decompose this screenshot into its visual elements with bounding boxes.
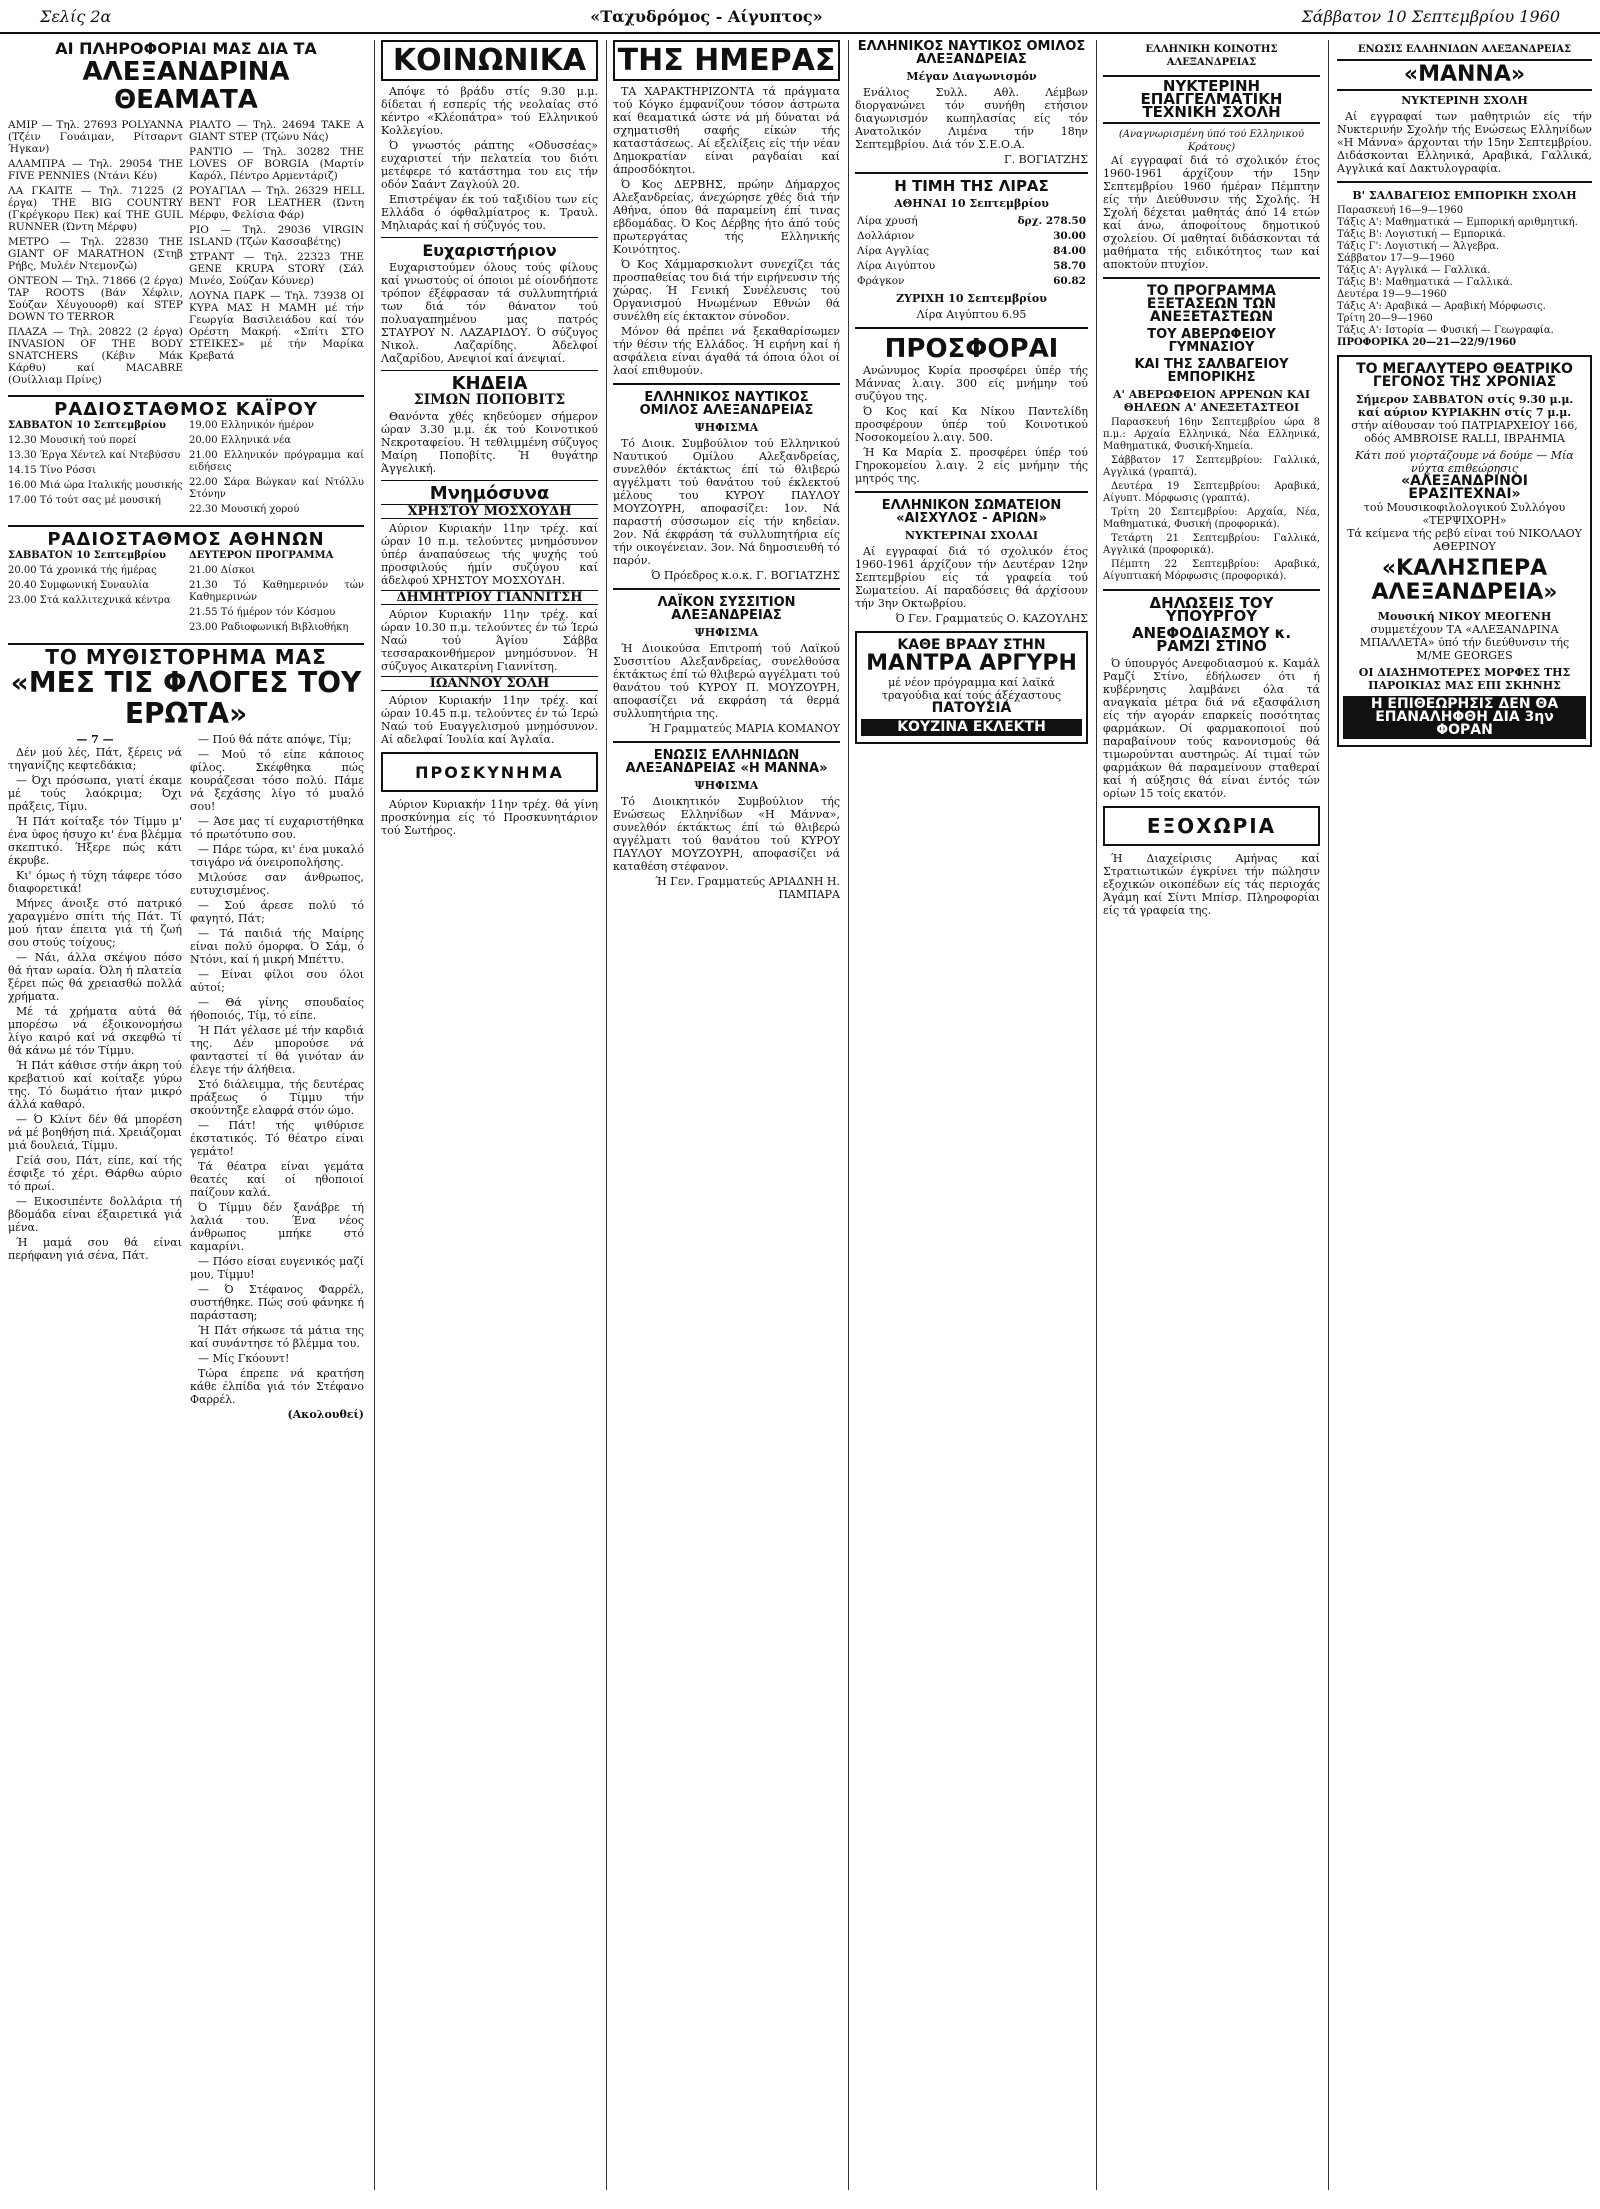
rate-label: Φράγκον [857, 275, 905, 287]
exam-line: Τετάρτη 21 Σεπτεμβρίου: Γαλλικά, Αγγλικά (προφορικά). [1103, 533, 1320, 556]
memorial-name: ΔΗΜΗΤΡΙΟΥ ΓΙΑΝΝΙΤΣΗ [381, 590, 598, 605]
cinema-entry: ΛΑ ΓΚΑΙΤΕ — Τηλ. 71225 (2 έργα) THE BIG COUNTRY (Γκρέγκορυ Πεκ) καί THE GUIL RUNNER (Ώντη Μέρφυ) [8, 184, 183, 233]
rate-value: 58.70 [1053, 260, 1086, 272]
cinema-entry: ΡΟΥΑΓΙΑΛ — Τηλ. 26329 HELL BENT FOR LEATHER (Ώντη Μέρφυ, Φελίσια Φάρ) [189, 184, 364, 221]
day-title: ΤΗΣ ΗΜΕΡΑΣ [613, 40, 840, 81]
funeral-text: Θανόντα χθές κηδεύομεν σήμερον ώραν 3.30 μ.μ. έκ τού Κοινοτικού Νεκροταφείου. Ή τεθλιμμένη σύζυγος Μαίρη Ποποβίτς. Ή θυγάτηρ Άγγελική. [381, 410, 598, 475]
novel-paragraph: — Τά παιδιά τής Μαίρης είναι πολύ όμορφα. Ό Σάμ, ό Ντόνι, καί ή μικρή Μπέττυ. [190, 927, 364, 967]
statement-title: ΔΗΛΩΣΕΙΣ ΤΟΥ ΥΠΟΥΡΓΟΥ [1149, 594, 1274, 625]
novel-paragraph: Μήνες άνοιξε στό πατρικό χαραγμένο σπίτι τής Πάτ. Τί μού ήταν έπειτα γιά τή ζωή σου στούς τοίχους; [8, 897, 182, 950]
mandra-text: μέ νέον πρόγραμμα καί λαϊκά τραγούδια καί τούς άξέχαστους [881, 675, 1062, 702]
offer-item: Ή Κα Μαρία Σ. προσφέρει ύπέρ τού Γηροκομείου λ.αιγ. 2 είς μνήμην τής μητρός της. [855, 445, 1088, 485]
novel-paragraph: — Σού άρεσε πολύ τό φαγητό, Πάτ; [190, 899, 364, 926]
lira-sub: ΑΘΗΝΑΙ 10 Σεπτεμβρίου [894, 197, 1049, 210]
rate-label: Λίρα Αιγύπτου [857, 260, 936, 272]
radio-cairo-program [8, 420, 364, 519]
exams-title: ΤΟ ΠΡΟΓΡΑΜΜΑ ΕΞΕΤΑΣΕΩΝ ΤΩΝ ΑΝΕΞΕΤΑΣΤΕΩΝ [1146, 283, 1277, 325]
table-row [855, 259, 1088, 274]
school-manna-sub: ΝΥΚΤΕΡΙΝΗ ΣΧΟΛΗ [1401, 94, 1528, 108]
issue-date: Σάββατον 10 Σεπτεμβρίου 1960 [1301, 6, 1560, 26]
masthead [0, 0, 1600, 34]
radio-line: 20.00 Τά χρονικά τής ήμέρας [8, 564, 157, 576]
statement-title-2: ΑΝΕΦΟΔΙΑΣΜΟΥ κ. ΡΑΜΖΙ ΣΤΙΝΟ [1131, 624, 1292, 655]
paper-name: «Ταχυδρόμος - Αίγυπτος» [590, 6, 823, 26]
novel-label: ΤΟ ΜΥΘΙΣΤΟΡΗΜΑ ΜΑΣ [45, 644, 327, 669]
radio-line: 12.30 Μουσική τού πορεί [8, 434, 137, 446]
exam-line: Τάξις Α': Μαθηματικά — Εμπορική αριθμητική. [1337, 217, 1578, 229]
radio-line: ΔΕΥΤΕΡΟΝ ΠΡΟΓΡΑΜΜΑ [189, 549, 334, 561]
radio-line: ΣΑΒΒΑΤΟΝ 10 Σεπτεμβρίου [8, 549, 166, 561]
manna-union-sign: Ή Γεν. Γραμματεύς ΑΡΙΑΔΝΗ Η. ΠΑΜΠΑΡΑ [655, 875, 840, 901]
exam-line: Τάξις Β': Λογιστική — Εμπορικά. [1337, 229, 1506, 241]
cinema-entry: ΑΛΑΜΠΡΑ — Τηλ. 29054 THE FIVE PENNIES (Ντάνι Κέυ) [8, 157, 183, 182]
school-night-text: Αί εγγραφαί διά τό σχολικόν έτος 1960-1961 άρχίζουν τήν 15ην Σεπτεμβρίου 1960 ήμέραν Πέμπτην είς τήν Διεύθυνσιν τής Σχολής. Ή Σχολή δέχεται μαθητάς άπό 14 ετών καί άνω, άποφοίτους δημοτικού σχολείου. Οί μαθηταί διδάσκονται τά μαθήματα τής ειδικότητος των καί αποκτούν πτυχίον. [1103, 154, 1320, 271]
exams-right-head: Β' ΣΑΛΒΑΓΕΙΟΣ ΕΜΠΟΡΙΚΗ ΣΧΟΛΗ [1352, 189, 1577, 203]
exams-title-3: ΚΑΙ ΤΗΣ ΣΑΛΒΑΓΕΙΟΥ ΕΜΠΟΡΙΚΗΣ [1134, 357, 1289, 385]
day-paragraph: Μόνον θά πρέπει νά ξεκαθαρίσωμεν τήν θέσιν τής Ελλάδος. Ή ειρήνη καί ή ασφάλεια είναι άγαθά τά όποια όλοι οί λαοί επιθυμούν. [613, 325, 840, 377]
cinema-entry: ΠΛΑΖΑ — Τηλ. 20822 (2 έργα) INVASION OF THE BODY SNATCHERS (Κέβιν Μάκ Κάρθυ) καί MACABRE (Ουίλλιαμ Πρίνς) [8, 325, 183, 386]
naval-club-text: Τό Διοικ. Συμβούλιον τού Ελληνικού Ναυτικού Ομίλου Αλεξανδρείας, συνελθόν έκτάκτως έπί τώ θλιβερώ αγγέλματι τού θανάτου τού έκλεκτού μέλους του ΚΥΡΟΥ ΠΑΥΛΟΥ ΜΟΥΖΟΥΡΗ, αποφασίζει: 1ον. Νά παραστή σύσσωμον είς τήν κηδείαν. 2ον. Νά έκφράση τά συλλυπητήρια είς τήν οικογένειαν. 3ον. Νά δημοσιευθή τό παρόν. [613, 437, 840, 567]
novel-paragraph: Ή Πάτ κοίταξε τόν Τίμμυ μ' ένα ύφος ήσυχο κι' ένα βλέμμα σκεπτικό. Ήξερε πώς κάτι έκρυβε. [8, 815, 182, 868]
exam-line: Τάξις Α': Ιστορία — Φυσική — Γεωγραφία. [1337, 325, 1554, 337]
cinema-entry: ΛΟΥΝΑ ΠΑΡΚ — Τηλ. 73938 ΟΙ ΚΥΡΑ ΜΑΣ Η ΜΑΜΗ μέ τήν Γεωργία Βασιλειάδου καί τόν Ορέστη Μακρή. «Σπίτι ΣΤΟ ΣΤΕΙΚΕΣ» μέ τήν Μαρίκα Κρεβατά [189, 289, 364, 362]
novel-paragraph: Τώρα έπρεπε νά κρατήση κάθε έλπίδα γιά τόν Στέφανο Φαρρέλ. [190, 1367, 364, 1407]
theatre-cast: συμμετέχουν ΤΑ «ΑΛΕΞΑΝΔΡΙΝΑ ΜΠΑΛΛΕΤΑ» ύπό τήν διεύθυνσιν τής M/ME GEORGES [1359, 622, 1570, 662]
day-paragraph: Ό Κος Χάμμαρσκιολντ συνεχίζει τάς προσπαθείας του διά τήν ειρήνευσιν τής χώρας. Ή Γενική Συνέλευσις τού Οργανισμού Ηνωμένων Εθνών θά συνέλθη είς έκτακτον σύνοδον. [613, 258, 840, 323]
mandra-kitchen: ΚΟΥΖΙΝΑ ΕΚΛΕΚΤΗ [861, 719, 1082, 736]
entertainment-title: ΑΙ ΠΛΗΡΟΦΟΡΙΑΙ ΜΑΣ ΔΙΑ ΤΑ [55, 40, 317, 58]
rate-value: δρχ. 278.50 [1017, 215, 1086, 227]
school-manna-title: «ΜΑΝΝΑ» [1337, 59, 1592, 91]
exam-line: Παρασκευή 16—9—1960 [1337, 205, 1464, 217]
cinema-entry: ΣΤΡΑΝΤ — Τηλ. 22323 THE GENE KRUPA STORY (Σάλ Μινέο, Σούζαν Κόυνερ) [189, 250, 364, 287]
theatre-when: Σήμερον ΣΑΒΒΑΤΟΝ στίς 9.30 μ.μ. καί αύριον ΚΥΡΙΑΚΗΝ στίς 7 μ.μ. [1355, 393, 1574, 420]
divider [613, 588, 840, 590]
theatre-tail: ΟΙ ΔΙΑΣΗΜΟΤΕΡΕΣ ΜΟΡΦΕΣ ΤΗΣ ΠΑΡΟΙΚΙΑΣ ΜΑΣ ΕΠΙ ΣΚΗΝΗΣ [1358, 665, 1571, 692]
novel-paragraph: Τά θέατρα είναι γεμάτα θεατές καί οί ηθοποιοί παίζουν καλά. [190, 1160, 364, 1200]
exams-right-list [1337, 205, 1592, 349]
novel-paragraph: Γείά σου, Πάτ, είπε, καί τής έσφιξε τό χέρι. Θάρθω αύριο τό πρωί. [8, 1154, 182, 1194]
manna-union-title: ΕΝΩΣΙΣ ΕΛΛΗΝΙΔΩΝ ΑΛΕΞΑΝΔΡΕΙΑΣ «Η ΜΑΝΝΑ» [625, 748, 828, 776]
statement-text: Ό ύπουργός Ανεφοδιασμού κ. Καμάλ Ραμζί Στίνο, έδήλωσεν ότι ή κυβέρνησις λαμβάνει όλα τά αναγκαία μέτρα διά νά εξασφάλιση είς τήν αγοράν επαρκείς ποσότητας φαρμάκων. Οί φαρμακοποιοί πού παραβαίνουν τούς κανονισμούς θά τιμωρούνται αυστηρώς. Αί τιμαί τών φαρμάκων θά παραμείνουν σταθεραί καί ή αύξησις θά είναι έντός τών ορίων 15 τοίς εκατόν. [1103, 657, 1320, 800]
exam-line: Τρίτη 20 Σεπτεμβρίου: Αρχαία, Νέα, Μαθηματικά, Φυσική (προφορικά). [1103, 507, 1320, 530]
novel-paragraph: — Άσε μας τί ευχαριστήθηκα τό πρωτότυπο σου. [190, 815, 364, 842]
column-social [374, 40, 604, 2190]
theatre-music: Μουσική ΝΙΚΟΥ ΜΕΟΓΕΝΗ [1377, 609, 1552, 623]
theatre-ad [1337, 355, 1592, 746]
offer-item: Ό Κος καί Κα Νίκου Παντελίδη προσφέρουν ύπέρ τού Κοινοτικού Νοσοκομείου λ.αιγ. 500. [855, 404, 1088, 444]
offers-title: ΠΡΟΣΦΟΡΑΙ [884, 334, 1059, 364]
divider [381, 237, 598, 238]
memorial-text: Αύριον Κυριακήν 11ην τρέχ. καί ώραν 10.30 π.μ. τελούντες έν τώ Ίερώ Ναώ τού Άγίου Σάββα τεσσαρακονθήμερον μνημόσυνον. Ή σύζυγος Αικατερίνη Γιαννίτση. [381, 608, 598, 673]
lunch-club-text: Ή Διοικούσα Επιτροπή τού Λαϊκού Συσσιτίου Αλεξανδρείας, συνελθούσα έκτάκτως έπί τώ θλιβερώ αγγέλματι τού θανάτου τού ΚΥΡΟΥ Π. ΜΟΥΖΟΥΡΗ, αποφασίζει νά εκφράση τά θερμά συλλυπητήρια της. [613, 642, 840, 720]
novel-paragraph: Κι' όμως ή τύχη τάφερε τόσο διαφορετικά! [8, 869, 182, 896]
lunch-club-sign: Ή Γραμματεύς ΜΑΡΙΑ ΚΟΜΑΝΟΥ [648, 722, 840, 735]
radio-line: 20.40 Συμφωνική Συναυλία [8, 579, 150, 591]
column-notices [848, 40, 1094, 2190]
page-number: Σελίς 2α [40, 6, 112, 26]
novel-paragraph: — Ό Στέφανος Φαρρέλ, συστήθηκε. Πώς σού φάνηκε ή παράσταση; [190, 1283, 364, 1323]
divider [855, 172, 1088, 174]
radio-line: 16.00 Μιά ώρα Ιταλικής μουσικής [8, 479, 183, 491]
exams-left-list [1103, 417, 1320, 583]
radio-line: 21.00 Ελληνικόν πρόγραμμα καί ειδήσεις [189, 449, 364, 473]
divider [613, 383, 840, 385]
school-night-header: ΕΛΛΗΝΙΚΗ ΚΟΙΝΟΤΗΣ ΑΛΕΞΑΝΔΡΕΙΑΣ [1145, 44, 1278, 68]
divider [613, 741, 840, 743]
radio-line: 21.30 Τό Καθημερινόν τών Καθημερινών [189, 579, 364, 603]
radio-line: 23.00 Ραδιοφωνική Βιβλιοθήκη [189, 621, 349, 633]
naval-club-sub: ΨΗΦΙΣΜΑ [694, 421, 759, 434]
novel-paragraph: — Όχι πρόσωπα, γιατί έκαμε μέ τούς λαόκριμα; Όχι πράξεις, Τίμυ. [8, 774, 182, 814]
school-manna-text: Αί εγγραφαί των μαθητριών είς τήν Νυκτερινήν Σχολήν τής Ενώσεως Ελληνίδων «Η Μάννα» άρχονται τήν 15ην Σεπτεμβρίου. Διδάσκονται Ελληνικά, Αραβικά, Γαλλικά, Αγγλικά καί Δακτυλογραφία. [1337, 110, 1592, 176]
school-night-sub: (Αναγνωρισμένη ύπό τού Ελληνικού Κράτους) [1118, 129, 1305, 153]
novel-paragraph: — Πού θά πάτε απόψε, Τίμ; [198, 733, 352, 747]
radio-line: ΣΑΒΒΑΤΟΝ 10 Σεπτεμβρίου [8, 419, 166, 431]
thanks-text: Ευχαριστούμεν όλους τούς φίλους καί γνωστούς οί όποιοι μέ οίονδήποτε τρόπον έξέφρασαν τά συλλυπητήριά των διά τόν θάνατον τού πολυαγαπημένου μας πατρός ΣΤΑΥΡΟΥ Ν. ΛΑΖΑΡΙΔΟΥ. Ό σύζυγος Νικολ. Λαζαρίδης. Άδελφοί Λαζαρίδου, Ανεψιοί καί άνεψιαί. [381, 261, 598, 365]
exam-line: Τρίτη 20—9—1960 [1337, 313, 1433, 325]
memorial-text: Αύριον Κυριακήν 11ην τρέχ. καί ώραν 10.45 π.μ. τελούντες έν τώ Ίερώ Ναώ τού Ευαγγελισμού μνημόσυνον. Αί αδελφαί Ίουλία καί Άγλαΐα. [381, 694, 598, 746]
xoria-text: Ή Διαχείρισις Αμήνας καί Στρατιωτικών έγκρίνει τήν πώλησιν εξοχικών οικοπέδων είς τάς περιοχάς Άγάμη καί Σίντι Μπίσρ. Πληροφορίαι είς τά γραφεία της. [1103, 852, 1320, 917]
rate-value: 60.82 [1053, 275, 1086, 287]
novel-paragraph: Ή Πάτ κάθισε στήν άκρη τού κρεβατιού καί κοίταξε γύρω της. Τό δωμάτιο ήταν μικρό άλλά καθαρό. [8, 1059, 182, 1112]
cinema-listings [8, 119, 364, 389]
theatre-show: «ΑΛΕΞΑΝΔΡΙΝΟΙ ΕΡΑΣΙΤΕΧΝΑΙ» [1401, 473, 1528, 503]
novel-paragraph: — Πόσο είσαι ευγενικός μαζί μου, Τίμμυ! [190, 1255, 364, 1282]
radio-athens-program [8, 550, 364, 637]
cinema-entry: ΡΙΟ — Τηλ. 29036 VIRGIN ISLAND (Τζών Κασσαβέτης) [189, 223, 364, 248]
exams-left-head: Α' ΑΒΕΡΩΦΕΙΟΝ ΑΡΡΕΝΩΝ ΚΑΙ ΘΗΛΕΩΝ Α' ΑΝΕΞΕΤΑΣΤΕΟΙ [1112, 388, 1311, 414]
entertainment-subtitle: ΑΛΕΞΑΝΔΡΙΝΑ ΘΕΑΜΑΤΑ [82, 56, 290, 116]
novel-paragraph: Στό διάλειμμα, τής δευτέρας πράξεως ό Τίμμυ τήν σκούντηξε ελαφρά στόν ώμο. [190, 1078, 364, 1118]
radio-line: 19.00 Ελληνικόν ήμέρον [189, 419, 314, 431]
rate-value: 84.00 [1053, 245, 1086, 257]
radio-line: 22.30 Μουσική χορού [189, 503, 300, 515]
zurich-rate: Λίρα Αιγύπτου 6.95 [916, 308, 1027, 321]
radio-line: 23.00 Στά καλλιτεχνικά κέντρα [8, 594, 171, 606]
lunch-club-title: ΛΑΪΚΟΝ ΣΥΣΣΙΤΙΟΝ ΑΛΕΞΑΝΔΡΕΙΑΣ [657, 595, 796, 623]
divider [8, 525, 364, 527]
exam-line: Τάξις Γ': Λογιστική — Άλγεβρα. [1337, 241, 1500, 253]
cinema-entry: ΟΝΤΕΟΝ — Τηλ. 71866 (2 έργα) TAP ROOTS (Βάν Χέφλιν, Σούζαν Χέυγουορθ) καί STEP DOWN TO TERROR [8, 274, 183, 323]
memorial-name: ΧΡΗΣΤΟΥ ΜΟΣΧΟΥΔΗ [381, 504, 598, 519]
social-item: Ό γνωστός ράπτης «Οδυσσέας» ευχαριστεί τήν πελατεία του διότι μετέφερε τό κατάστημα του εις τήν οδόν Σαάντ Ζαγλούλ 20. [381, 139, 598, 191]
exam-line: Δευτέρα 19 Σεπτεμβρίου: Αραβικά, Αίγυπτ. Μόρφωσις (γραπτά). [1103, 481, 1320, 504]
novel-paragraph: Μέ τά χρήματα αύτά θά μπορέσω νά έξοικονομήσω λίγο καιρό καί νά σκεφθώ τί θά κάνω μέ τόν Τίμμυ. [8, 1005, 182, 1058]
exam-line: Σάββατον 17—9—1960 [1337, 253, 1455, 265]
novel-paragraph: — Εικοσιπέντε δολλάρια τή βδομάδα είναι έξαιρετικά γιά μένα. [8, 1195, 182, 1235]
table-row [855, 229, 1088, 244]
naval-club-2-text: Ενάλιος Συλλ. Αθλ. Λέμβων διοργανώνει τόν συνήθη ετήσιον διαγωνισμόν κωπηλασίας είς τόν Ανατολικόν Λιμένα τήν 18ην Σεπτεμβρίου. Διά τόν Σ.Ε.Ο.Α. [855, 86, 1088, 151]
theatre-where: στήν αίθουσαν τού ΠΑΤΡΙΑΡΧΕΙΟΥ 166, οδός AMBROISE RALLI, ΙΒΡΑΗΜΙΑ [1351, 419, 1578, 446]
novel-paragraph: — Ό Κλίντ δέν θά μπορέση νά μέ βοηθήση πιά. Χρειάζομαι μιά δουλειά, Τίμμυ. [8, 1113, 182, 1153]
exam-line: Παρασκευή 16ην Σεπτεμβρίου ώρα 8 π.μ.: Αρχαία Ελληνικά, Νέα Ελληνικά, Μαθηματικά, Φυσική-Χημεία. [1103, 417, 1320, 452]
social-item: Απόψε τό βράδυ στίς 9.30 μ.μ. δίδεται ή εσπερίς τής νεολαίας στό κέντρο «Κλέοπάτρα» τού Ελληνικού Κολλεγίου. [381, 85, 598, 137]
radio-line: 21.00 Δίσκοι [189, 564, 255, 576]
table-row [855, 214, 1088, 229]
cinema-entry: ΡΑΝΤΙΟ — Τηλ. 30282 THE LOVES OF BORGIA (Μαρτίν Καρόλ, Πέντρο Αρμεντάριζ) [189, 145, 364, 182]
theatre-text: Τά κείμενα τής ρεβύ είναι τού ΝΙΚΟΛΑΟΥ ΑΘΕΡΙΝΟΥ [1347, 527, 1582, 554]
cinema-entry: ΑΜΙΡ — Τηλ. 27693 POLYANNA (Τζέιν Γουάιμαν, Ρίτσαρντ Ήγκαν) [8, 118, 183, 155]
radio-athens-title: ΡΑΔΙΟΣΤΑΘΜΟΣ ΑΘΗΝΩΝ [47, 528, 325, 550]
exam-line: Τάξις Α': Αγγλικά — Γαλλικά. [1337, 265, 1491, 277]
cinema-entry: ΜΕΤΡΟ — Τηλ. 22830 THE GIANT OF MARATHON (Στηβ Ρήβς, Μυλέν Ντεμονζώ) [8, 235, 183, 272]
theatre-by: τού Μουσικοφιλολογικού Συλλόγου «ΤΕΡΨΙΧΟΡΗ» [1363, 501, 1566, 528]
naval-club-sign: Ό Πρόεδρος κ.ο.κ. Γ. ΒΟΓΙΑΤΖΗΣ [651, 569, 840, 582]
unions-sign: Ό Γεν. Γραμματεύς Ο. ΚΑΖΟΥΛΗΣ [895, 611, 1088, 625]
divider [381, 480, 598, 481]
exams-title-2: ΤΟΥ ΑΒΕΡΩΦΕΙΟΥ ΓΥΜΝΑΣΙΟΥ [1147, 327, 1276, 355]
novel-paragraph: Δέν μού λές, Πάτ, ξέρεις νά τηγανίζης κεφτεδάκια; [8, 746, 182, 773]
novel-paragraph: — Είναι φίλοι σου όλοι αύτοί; [190, 968, 364, 995]
column-schools [1096, 40, 1326, 2190]
rate-label: Λίρα χρυσή [857, 215, 918, 227]
divider [1103, 589, 1320, 591]
rate-label: Δολλάριον [857, 230, 915, 242]
divider [1103, 277, 1320, 279]
radio-line: 20.00 Ελληνικά νέα [189, 434, 291, 446]
novel-paragraph: — Πάτ! τής ψιθύρισε έκστατικός. Τό θέατρο είναι γεμάτο! [190, 1119, 364, 1159]
novel-paragraph: Ή Πάτ σήκωσε τά μάτια της καί συνάντησε τό βλέμμα του. [190, 1324, 364, 1351]
column-entertainment [8, 40, 372, 2190]
unions-title: ΕΛΛΗΝΙΚΟΝ ΣΩΜΑΤΕΙΟΝ «ΑΙΣΧΥΛΟΣ - ΑΡΙΩΝ» [881, 497, 1062, 526]
novel-chapter: — 7 — [76, 733, 114, 747]
mandra-ad [855, 631, 1088, 744]
memorial-name: ΙΩΑΝΝΟΥ ΣΟΛΗ [381, 676, 598, 691]
social-title: ΚΟΙΝΩΝΙΚΑ [381, 40, 598, 81]
memorial-text: Αύριον Κυριακήν 11ην τρέχ. καί ώραν 10 π.μ. τελούντες μνημόσυνον ύπέρ άναπαύσεως τής ψυχής τού προσφιλούς ήμίν συζύγου καί άδελφού ΧΡΗΣΤΟΥ ΜΟΣΧΟΥΔΗ. [381, 522, 598, 587]
divider [1337, 181, 1592, 183]
manna-union-text: Τό Διοικητικόν Συμβούλιον τής Ενώσεως Ελληνίδων «Η Μάννα», συνελθόν έκτάκτως έπί τώ θλιβερώ αγγέλματι τού θανάτου τού ΚΥΡΟΥ ΠΑΥΛΟΥ ΜΟΥΖΟΥΡΗ, αποφασίζει νά καταθέση στέφανον. [613, 795, 840, 873]
radio-line: 22.00 Σάρα Βώγκαν καί Ντόλλυ Στόνην [189, 476, 364, 500]
exam-line: Σάββατον 17 Σεπτεμβρίου: Γαλλικά, Αγγλικά (γραπτά). [1103, 455, 1320, 478]
mandra-top: ΚΑΘΕ ΒΡΑΔΥ ΣΤΗΝ [897, 636, 1046, 653]
divider [8, 395, 364, 397]
day-paragraph: Ό Κος ΔΕΡΒΗΣ, πρώην Δήμαρχος Αλεξανδρείας, άνεχώρησε χθές διά τήν Αθήνα, όπου θά παραμείνη έπί τινας εβδομάδας. Ό Κος Δέρβης ήτο άπό τούς πρωτεργάτας τής Ελληνικής Κοινότητος. [613, 178, 840, 256]
column-day [606, 40, 846, 2190]
naval-club-2-sub: Μέγαν Διαγωνισμόν [906, 70, 1037, 83]
novel-continued: (Ακολουθεί) [287, 1408, 364, 1422]
theatre-mid: Κάτι πού γιορτάζουμε νά δούμε — Μία νύχτα επιθεώρησις [1355, 449, 1574, 476]
funeral-name: ΣΙΜΩΝ ΠΟΠΟΒΙΤΣ [413, 392, 566, 408]
school-night-title: ΝΥΚΤΕΡΙΝΗ ΕΠΑΓΓΕΛΜΑΤΙΚΗ ΤΕΧΝΙΚΗ ΣΧΟΛΗ [1103, 75, 1320, 124]
naval-club-2-title: ΕΛΛΗΝΙΚΟΣ ΝΑΥΤΙΚΟΣ ΟΜΙΛΟΣ ΑΛΕΞΑΝΔΡΕΙΑΣ [857, 40, 1086, 67]
column-manna [1328, 40, 1592, 2190]
novel-paragraph: Μιλούσε σαν άνθρωπος, ευτυχισμένος. [190, 871, 364, 898]
novel-paragraph: Ό Τίμμυ δέν ξανάβρε τή λαλιά του. Ένα νέος άνθρωπος μπήκε στό καμαρίνι. [190, 1201, 364, 1254]
naval-club-title: ΕΛΛΗΝΙΚΟΣ ΝΑΥΤΙΚΟΣ ΟΜΙΛΟΣ ΑΛΕΞΑΝΔΡΕΙΑΣ [639, 390, 814, 418]
day-paragraph: ΤΑ ΧΑΡΑΚΤΗΡΙΖΟΝΤΑ τά πράγματα τού Κόγκο έμφανίζουν τόσον άστρωτα καί θεαματικά ώστε νά μή δύναται νά σχηματισθή σαφής είκών τής καταστάσεως. Αί εξελίξεις είς τήν νέαν Δημοκρατίαν είναι ραγδαίαι καί άπροσδόκητοι. [613, 85, 840, 176]
novel-paragraph: — Μίς Γκόουντ! [198, 1352, 290, 1366]
exam-line: Τάξις Β': Μαθηματικά — Γαλλικά. [1337, 277, 1513, 289]
radio-line: 21.55 Τό ήμέρον τόν Κόσμου [189, 606, 336, 618]
table-row [855, 244, 1088, 259]
memorial-title: Μνημόσυνα [429, 483, 550, 504]
divider [381, 370, 598, 371]
xoria-logo: ΕΞΟΧΩΡΙΑ [1103, 806, 1320, 846]
unions-sub: ΝΥΚΤΕΡΙΝΑΙ ΣΧΟΛΑΙ [904, 528, 1039, 542]
naval-club-2-sign: Γ. ΒΟΓΙΑΤΖΗΣ [1004, 153, 1088, 166]
theatre-note: Η ΕΠΙΘΕΩΡΗΣΙΣ ΔΕΝ ΘΑ ΕΠΑΝΑΛΗΦΘΗ ΔΙΑ 3ην ΦΟΡΑΝ [1343, 696, 1586, 739]
divider [855, 327, 1088, 329]
mandra-name: ΜΑΝΤΡΑ ΑΡΓΥΡΗ [866, 650, 1077, 676]
offer-item: Ανώνυμος Κυρία προσφέρει ύπέρ τής Μάννας λ.αιγ. 300 είς μνήμην τού συζύγου της. [855, 363, 1088, 403]
theatre-big: «ΚΑΛΗΣΠΕΡΑ ΑΛΕΞΑΝΔΡΕΙΑ» [1371, 556, 1558, 606]
unions-text: Αί εγγραφαί διά τό σχολικόν έτος 1960-1961 άρχίζουν τήν Δευτέραν 12ην Σεπτεμβρίου είς τά γραφεία τού Σωματείου. Αί παραδόσεις θά άρχίσουν τήν 3ην Οκτωβρίου. [855, 544, 1088, 610]
mandra-place: ΠΑΤΟΥΣΙΑ [931, 699, 1012, 716]
theatre-top: ΤΟ ΜΕΓΑΛΥΤΕΡΟ ΘΕΑΤΡΙΚΟ ΓΕΓΟΝΟΣ ΤΗΣ ΧΡΟΝΙΑΣ [1356, 361, 1573, 391]
rate-value: 30.00 [1053, 230, 1086, 242]
cinema-entry: ΡΙΑΛΤΟ — Τηλ. 24694 TAKE A GIANT STEP (Τζώνυ Νάς) [189, 118, 364, 143]
novel-title: «ΜΕΣ ΤΙΣ ΦΛΟΓΕΣ ΤΟΥ ΕΡΩΤΑ» [10, 665, 362, 730]
thanks-title: Ευχαριστήριον [422, 241, 557, 260]
novel-paragraph: — Μού τό είπε κάποιος φίλος. Σκέφθηκα πώς κουράζεσαι τόσο πολύ. Πάμε νά ξεχάσης λίγο τό μυαλό σου! [190, 748, 364, 814]
social-item: Επιστρέψαν έκ τού ταξιδίου των είς Ελλάδα ό όφθαλμίατρος κ. Τραυλ. Μηλιαράς καί ή σύζυγός του. [381, 193, 598, 232]
exam-line: Πέμπτη 22 Σεπτεμβρίου: Αραβικά, Αίγυπτιακή Μόρφωσις (προφορικά). [1103, 559, 1320, 582]
novel-paragraph: — Νάι, άλλα σκέψου πόσο θά ήταν ωραία. Όλη ή πλατεία ξέρει πώς θά χρειασθώ πολλά χρήματα. [8, 951, 182, 1004]
procession-text: Αύριον Κυριακήν 11ην τρέχ. θά γίνη προσκύνημα είς τό Προσκυνητάριον τού Σωτήρος. [381, 798, 598, 837]
manna-union-sub: ΨΗΦΙΣΜΑ [694, 779, 759, 792]
radio-line: 13.30 Έργα Χέντελ καί Ντεβύσσυ [8, 449, 181, 461]
novel-paragraph: Ή μαμά σου θά είναι περήφανη γιά σένα, Πάτ. [8, 1236, 182, 1263]
radio-line: 14.15 Τίνο Ρόσσι [8, 464, 96, 476]
radio-line: 17.00 Τό τούτ σας μέ μουσική [8, 494, 161, 506]
exam-line: ΠΡΟΦΟΡΙΚΑ 20—21—22/9/1960 [1337, 337, 1517, 349]
lunch-club-sub: ΨΗΦΙΣΜΑ [694, 626, 759, 639]
radio-cairo-title: ΡΑΔΙΟΣΤΑΘΜΟΣ ΚΑΪΡΟΥ [54, 398, 318, 420]
novel-paragraph: Ή Πάτ γέλασε μέ τήν καρδιά της. Δέν μπορούσε νά φανταστεί τί θά γινόταν άν έλεγε τήν άλήθεια. [190, 1024, 364, 1077]
novel-text [8, 733, 364, 1421]
novel-paragraph: — Πάρε τώρα, κι' ένα μυκαλό τσιγάρο νά όνειροπολήσης. [190, 843, 364, 870]
funeral-title: ΚΗΔΕΙΑ [451, 373, 528, 394]
exam-line: Δευτέρα 19—9—1960 [1337, 289, 1447, 301]
exam-line: Τάξις Α': Αραβικά — Αραβική Μόρφωσις. [1337, 301, 1546, 313]
novel-paragraph: — Θά γίνης σπουδαίος ήθοποιός, Τίμ, τό είπε. [190, 996, 364, 1023]
school-manna-header: ΕΝΩΣΙΣ ΕΛΛΗΝΙΔΩΝ ΑΛΕΞΑΝΔΡΕΙΑΣ [1357, 44, 1572, 55]
zurich-sub: ΖΥΡΙΧΗ 10 Σεπτεμβρίου [896, 292, 1047, 305]
rate-label: Λίρα Αγγλίας [857, 245, 930, 257]
divider [855, 491, 1088, 493]
exchange-table [855, 214, 1088, 289]
procession-heading: ΠΡΟΣΚΥΝΗΜΑ [381, 752, 598, 792]
table-row [855, 274, 1088, 289]
lira-title: Η ΤΙΜΗ ΤΗΣ ΛΙΡΑΣ [894, 177, 1049, 195]
